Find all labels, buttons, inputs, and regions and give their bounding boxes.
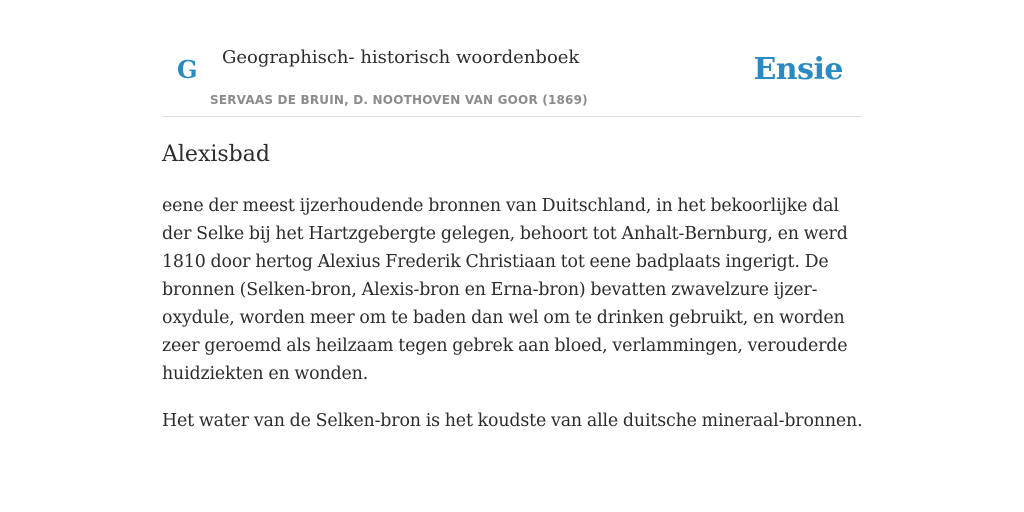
book-title-link[interactable]: Geographisch- historisch woordenboek bbox=[222, 47, 580, 68]
entry-title: Alexisbad bbox=[162, 142, 270, 167]
book-letter-icon[interactable]: G bbox=[177, 55, 198, 84]
ensie-logo[interactable]: Ensie bbox=[753, 52, 843, 87]
entry-paragraph: eene der meest ijzerhoudende bronnen van Duitschland, in het bekoorlijke dal der Selke bij het Hartzgebergte gelegen, behoort tot Anhalt-Bernburg, en werd 1810 door hertog Alexius Frederik Christiaan tot eene badplaats ingerigt. De bronnen (Selken-bron, Alexis-bron en Erna-bron) bevatten zwavelzure ijzer-oxydule, worden meer om te baden dan wel om te drinken gebruikt, en worden zeer geroemd als heilzaam tegen gebrek aan bloed, verlammingen, verouderde huidziekten en wonden. bbox=[162, 196, 848, 384]
book-header bbox=[162, 30, 862, 117]
book-author: SERVAAS DE BRUIN, D. NOOTHOVEN VAN GOOR (1869) bbox=[210, 93, 588, 107]
entry-paragraph: Het water van de Selken-bron is het koudste van alle duitsche mineraal-bronnen. bbox=[162, 411, 863, 431]
entry-body bbox=[162, 192, 867, 454]
